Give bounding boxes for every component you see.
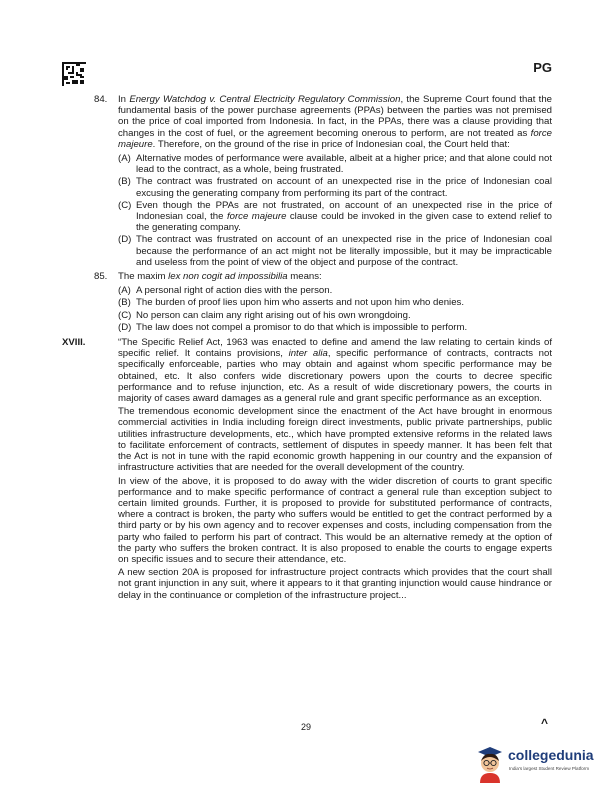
section-xviii [62,337,552,601]
option-text: Alternative modes of performance were available, albeit at a higher price; and that alone could not lead to the contract, as a whole, being frustrated. [136,153,552,176]
latin-term: inter alia [288,348,328,360]
option-label: (A) [118,285,131,297]
latin-maxim: lex non cogit ad impossibilia [168,271,288,283]
option-b [118,176,552,198]
option-text: The law does not compel a promisor to do that which is impossible to perform. [136,321,468,333]
passage-text: “The Specific Relief Act, 1963 was enacted to define and amend the law relating to certain kinds of specific relief. It contains provisions, [118,337,552,360]
question-text: means: [287,271,322,283]
option-text: Even though the PPAs are not frustrated, on account of an unexpected rise in the price of Indonesian coal, the [136,199,552,223]
options-85 [62,285,552,333]
passage-text: , specific performance of contracts, contracts not specifically enforceable, parties who may obtain and against whom specific performance may be obtained, etc. It also confers wide discretionary powers upon the courts to decree specific performance and to refuse injunction, etc. As a result of wide discretionary powers, the courts in majority of cases award damages as a general rule and grant specific performance as an exception. [118,348,553,405]
option-label: (C) [118,309,132,321]
option-text: A personal right of action dies with the person. [136,285,333,297]
logo-name: collegedunia [508,747,594,763]
passage-paragraph [118,337,552,404]
question-text: , the Supreme Court found that the fundamental basis of the power purchase agreements (PPAs) between the parties was not premised on the price of coal imported from Indonesia. In fact, in the PPAs, there was a clause providing that changes in the cost of fuel, or the agreement becoming onerous to perform, are not treated as [118,94,553,139]
paper-code: PG [533,60,552,75]
collegedunia-logo [474,742,604,786]
option-label: (C) [118,199,132,211]
option-label: (A) [118,153,131,165]
qr-code-icon [62,62,86,86]
option-label: (B) [118,176,131,188]
option-d [118,234,552,268]
page-number: 29 [300,722,311,732]
question-text: The maxim [118,271,169,283]
option-c [118,310,552,321]
scroll-top-caret-icon[interactable]: ^ [540,716,548,730]
passage-paragraph: The tremendous economic development since the enactment of the Act have brought in enormous commercial activities in India including foreign direct investments, public private partnerships, public utilities infrastructure developments, etc., which have prompted extensive reforms in the related laws to facilitate enforcement of contracts, settlement of disputes in speedy manner. It has been felt that the Act is not in tune with the rapid economic growth happening in our country and the expansion of infrastructure activities that are needed for the overall development of the country. [118,406,552,474]
legal-term: force majeure [226,211,287,223]
question-85 [62,271,552,282]
question-84 [62,94,552,150]
passage-paragraph: A new section 20A is proposed for infrastructure project contracts which provides that the court shall not grant injunction in any suit, where it appears to it that granting injunction would cause hindrance or delay in the continuance or completion of the infrastructure project... [118,567,552,601]
mascot-icon [474,744,506,784]
option-text: The contract was frustrated on account of an unexpected rise in the price of Indonesian coal because the performance of an act might not be literally impossible, but it may be impracticable and useless from the point of view of the object and purpose of the contract. [136,234,552,268]
option-label: (D) [118,234,132,246]
option-label: (D) [118,321,132,333]
options-84 [62,153,552,268]
question-text: . Therefore, on the ground of the rise in price of Indonesian coal, the Court held that: [152,138,510,150]
option-text: The burden of proof lies upon him who asserts and not upon him who denies. [136,297,464,309]
page-content [62,94,552,603]
case-name: Energy Watchdog v. Central Electricity Regulatory Commission [129,94,401,105]
section-number: XVIII. [62,337,86,349]
option-a [118,153,552,175]
logo-tagline: India's largest Student Review Platform [509,766,590,771]
legal-term: force majeure [118,127,552,150]
option-b [118,297,552,308]
question-number: 84. [94,94,108,105]
passage-paragraph: In view of the above, it is proposed to do away with the wider discretion of courts to grant specific performance and to make specific performance of contract a general rule than exception subject to certain limited grounds. Further, it is proposed to provide for substituted performance of contracts, where a contract is broken, the party who suffers would be entitled to get the contract performed by a third party or by his own agency and to recover expenses and costs, including compensation from the party who failed to perform his part of contract. This would be an alternative remedy at the option of the party who suffers the broken contract. It is also proposed to enable the courts to engage experts on specific issues and to secure their attendance, etc. [118,475,552,565]
question-text: In [118,94,130,105]
option-label: (B) [118,297,131,309]
question-number: 85. [94,271,108,283]
option-text: clause could be invoked in the given case to extend relief to the generating company. [136,211,553,234]
option-c [118,200,552,234]
option-text: No person can claim any right arising out of his own wrongdoing. [136,309,411,321]
option-a [118,285,552,296]
option-d [118,322,552,333]
option-text: The contract was frustrated on account of an unexpected rise in the price of Indonesian coal excusing the generating company from performing its part of the contract. [136,176,552,199]
